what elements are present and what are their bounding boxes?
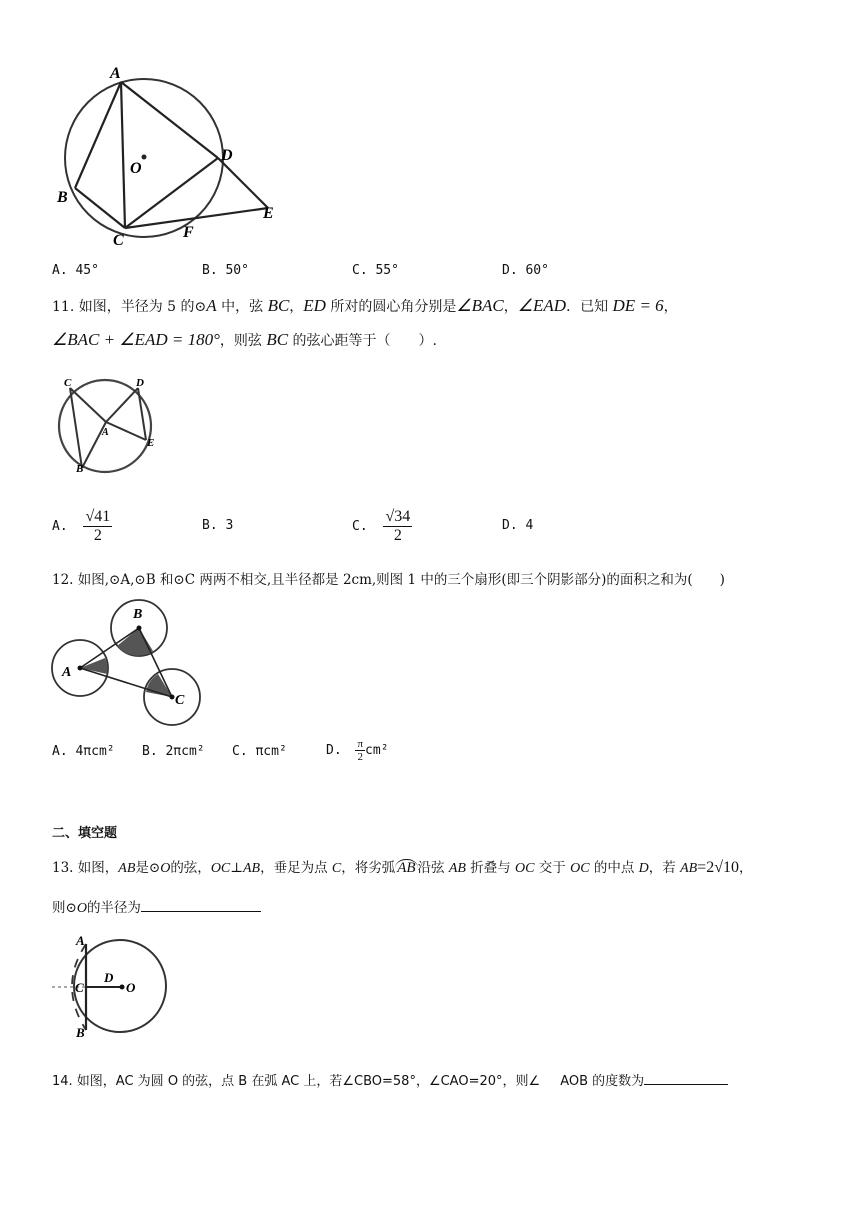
q11-var: A [206,296,217,315]
q13-text: 则⊙ [52,900,77,916]
q11-text: ．已知 [566,299,613,315]
q13-stem-line2 [52,896,261,917]
q11-figure [50,372,170,484]
q13-text: ⊥ [230,860,243,876]
q14-stem [52,1070,728,1089]
q13-text: =2 [697,859,715,876]
q14-text: AOB 的度数为 [560,1074,645,1089]
q13-text: 的半径为 [86,900,141,916]
q12-label-b: B [133,607,143,622]
q13-var: OC [210,861,231,876]
q12-option-d-den: 2 [357,751,364,763]
q13-var: AB [448,861,466,876]
q10-label-d: D [221,147,233,164]
q11-option-a-frac [83,508,112,545]
q13-text: 沿弦 [417,860,449,876]
q11-option-a-label: A. [52,519,68,534]
q11-var: ED [303,296,326,315]
q11-label-e: E [147,437,155,449]
q12-option-d-num: π [357,738,364,750]
q11-option-a[interactable] [52,508,112,545]
q13-text: 交于 [534,860,571,876]
q11-text: 11. 如图，半径为 5 的 [52,299,195,315]
q11-var: BC [266,330,289,349]
q13-text: ，垂足为点 [260,860,332,876]
q13-sqrt: √10 [714,859,739,876]
q13-text: ，若 [648,860,681,876]
circle-symbol: ⊙ [194,299,207,315]
q13-label-b: B [76,1025,85,1038]
q11-var: ∠EAD [517,296,567,315]
q11-var: ∠BAC [456,296,504,315]
q11-label-a: A [102,427,109,438]
q11-option-c-frac [383,508,412,545]
q13-label-a: A [76,934,85,948]
q13-figure [50,934,180,1038]
q13-label-d: D [104,970,114,985]
q11-text: ， [503,299,518,315]
q10-option-a[interactable]: A. 45° [52,263,99,278]
q11-var: DE = 6 [612,296,664,315]
q10-option-d[interactable]: D. 60° [502,263,549,278]
q13-stem-line1 [52,856,752,877]
q11-option-d[interactable]: D. 4 [502,518,534,533]
q10-label-c: C [113,232,124,249]
q10-label-b: B [57,189,68,206]
q10-label-f: F [183,224,194,241]
q11-text: ， [663,299,678,315]
q11-var: ∠BAC + ∠EAD = 180° [52,330,220,349]
q10-label-a: A [110,65,121,82]
q11-label-c: C [64,377,72,389]
q13-label-c: C [75,980,84,995]
q10-label-o: O [130,160,142,177]
q13-var: C [331,861,342,876]
q13-text: ，将劣弧 [341,860,396,876]
q11-text: ， [289,299,304,315]
q11-var: BC [267,296,290,315]
q12-stem: 12. 如图,⊙A,⊙B 和⊙C 两两不相交,且半径都是 2cm,则图 1 中的三个扇形(即三个阴影部分)的面积之和为( ) [52,572,725,588]
q13-var: OC [570,861,590,876]
q11-text: 的弦心距等于（ ）. [288,333,437,349]
q13-var: O [76,901,87,916]
q13-text: 的弦， [170,860,211,876]
q13-answer-blank[interactable] [141,897,261,912]
q14-answer-blank[interactable] [644,1071,728,1085]
q12-figure [50,596,210,728]
q10-option-b[interactable]: B. 50° [202,263,249,278]
q11-option-c-label: C. [352,519,368,534]
q11-label-d: D [136,377,144,389]
q13-text: 折叠与 [465,860,516,876]
q10-label-e: E [263,205,274,222]
q12-label-c: C [175,693,185,708]
q11-option-c-num: √34 [385,508,411,525]
section-heading: 二、填空题 [52,826,118,841]
q11-label-b: B [76,463,84,475]
q11-stem-line1 [52,296,678,316]
q12-option-b[interactable]: B. 2πcm² [142,744,205,759]
q12-option-c[interactable]: C. πcm² [232,744,287,759]
q13-var: D [638,861,649,876]
q11-option-b[interactable]: B. 3 [202,518,234,533]
q11-text: 所对的圆心角分别是 [325,299,457,315]
q13-var: AB [118,861,136,876]
q11-text: ，则弦 [219,333,267,349]
q13-arc-ab: AB [397,860,416,876]
q13-label-o: O [126,980,136,995]
q13-var: AB [680,861,698,876]
q13-text: 13. 如图， [52,860,119,876]
q14-text: 14. 如图，AC 为圆 O 的弦，点 B 在弧 AC 上，若∠CBO=58°，∠CAO=20°，则∠ [52,1074,541,1089]
q12-option-a[interactable]: A. 4πcm² [52,744,115,759]
q11-option-c[interactable] [352,508,412,545]
q12-option-d-label: D. [326,743,342,758]
q13-text: ， [738,860,753,876]
q11-option-c-den: 2 [393,527,402,544]
q12-label-a: A [62,665,72,680]
q10-figure [50,60,290,250]
q11-text: 中，弦 [216,299,268,315]
q13-var: O [160,861,171,876]
q11-option-a-num: √41 [85,508,111,525]
q12-option-d-frac [355,738,365,763]
q12-option-d[interactable] [326,738,389,763]
q11-option-a-den: 2 [93,527,102,544]
q13-text: 是⊙ [135,860,161,876]
q13-var: AB [242,861,261,876]
q11-stem-line2 [52,330,437,350]
q13-var: OC [515,861,535,876]
q13-text: 的中点 [589,860,639,876]
q12-option-d-unit: cm² [365,743,389,758]
q10-option-c[interactable]: C. 55° [352,263,399,278]
